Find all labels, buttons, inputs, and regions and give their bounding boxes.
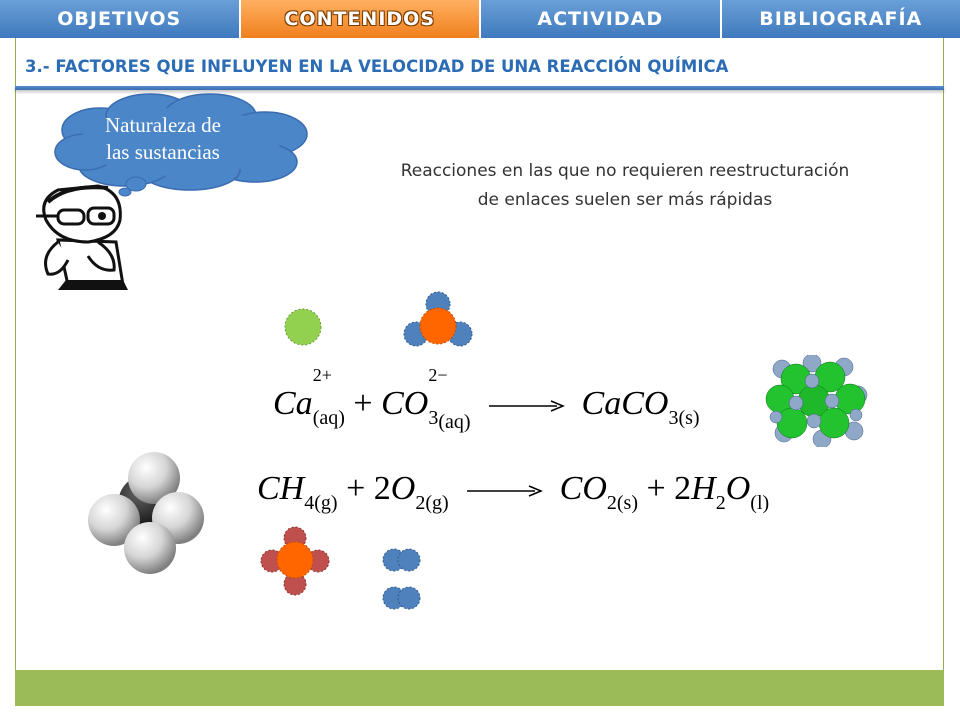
eq1-calcium-state: (aq) (312, 407, 345, 429)
eq1-carbonate-state: (aq) (438, 411, 471, 433)
tab-actividad[interactable]: ACTIVIDAD (481, 0, 722, 38)
eq2-co2-sub: 2 (606, 492, 617, 514)
equation-combustion (257, 470, 769, 515)
thought-cloud-text (68, 112, 258, 166)
eq1-carbonate: CO (381, 385, 429, 422)
eq2-oxygen-state: (g) (425, 492, 449, 514)
eq1-product-state: (s) (678, 407, 700, 429)
eq1-calcium-charge: 2+ (312, 365, 332, 385)
eq2-water-state: (l) (750, 492, 770, 514)
eq2-water-sub: 2 (715, 492, 726, 514)
tab-contenidos[interactable]: CONTENIDOS (241, 0, 482, 38)
eq2-co2: CO (559, 470, 607, 507)
nav-tabs (0, 0, 960, 38)
tab-objetivos[interactable]: OBJETIVOS (0, 0, 241, 38)
description-text: Reacciones en las que no requieren reestructuración de enlaces suelen ser más rápidas (400, 161, 850, 210)
eq2-water-h: H (691, 470, 716, 507)
eq1-calcium: Ca (273, 385, 313, 422)
eq2-oxygen-coef: 2 (373, 470, 391, 507)
thought-line-2: las sustancias (106, 140, 220, 164)
calcium-ion-sphere (283, 307, 323, 347)
eq1-reaction-arrow (487, 399, 565, 413)
eq2-reaction-arrow (465, 484, 543, 498)
title-divider (15, 86, 944, 90)
eq2-water-o: O (725, 470, 751, 507)
eq2-methane-state: (g) (314, 492, 338, 514)
tab-bibliografia[interactable]: BIBLIOGRAFÍA (722, 0, 960, 38)
eq2-oxygen: O (390, 470, 416, 507)
eq2-co2-state: (s) (616, 492, 638, 514)
right-frame-line (943, 38, 944, 706)
eq1-carbonate-scripts (428, 365, 448, 430)
eq2-water-coef: 2 (674, 470, 692, 507)
methane-3d-model-icon (86, 448, 206, 578)
slide-title: 3.- FACTORES QUE INFLUYEN EN LA VELOCIDAD DE UNA REACCIÓN QUÍMICA (25, 57, 729, 76)
oxygen-molecules-icon (380, 546, 426, 612)
eq1-carbonate-charge: 2− (428, 365, 448, 385)
thinking-scientist-icon (28, 180, 138, 292)
eq1-plus: + (353, 385, 373, 422)
thought-line-1: Naturaleza de (104, 113, 221, 137)
eq2-plus-1: + (346, 470, 366, 507)
calcium-carbonate-crystal-icon (762, 355, 870, 447)
footer-bar (15, 670, 944, 706)
eq2-plus-2: + (646, 470, 666, 507)
carbonate-molecule-icon (400, 290, 476, 350)
eq1-calcium-scripts (312, 365, 345, 430)
eq2-oxygen-sub: 2 (415, 492, 426, 514)
left-frame-line (15, 38, 16, 706)
eq1-carbonate-sub: 3 (428, 407, 439, 429)
eq1-product: CaCO (581, 385, 669, 422)
equation-precipitation (273, 365, 700, 434)
eq1-product-sub: 3 (668, 407, 679, 429)
eq2-methane-sub: 4 (304, 492, 315, 514)
eq2-methane: CH (257, 470, 305, 507)
methane-molecule-icon (258, 524, 334, 598)
